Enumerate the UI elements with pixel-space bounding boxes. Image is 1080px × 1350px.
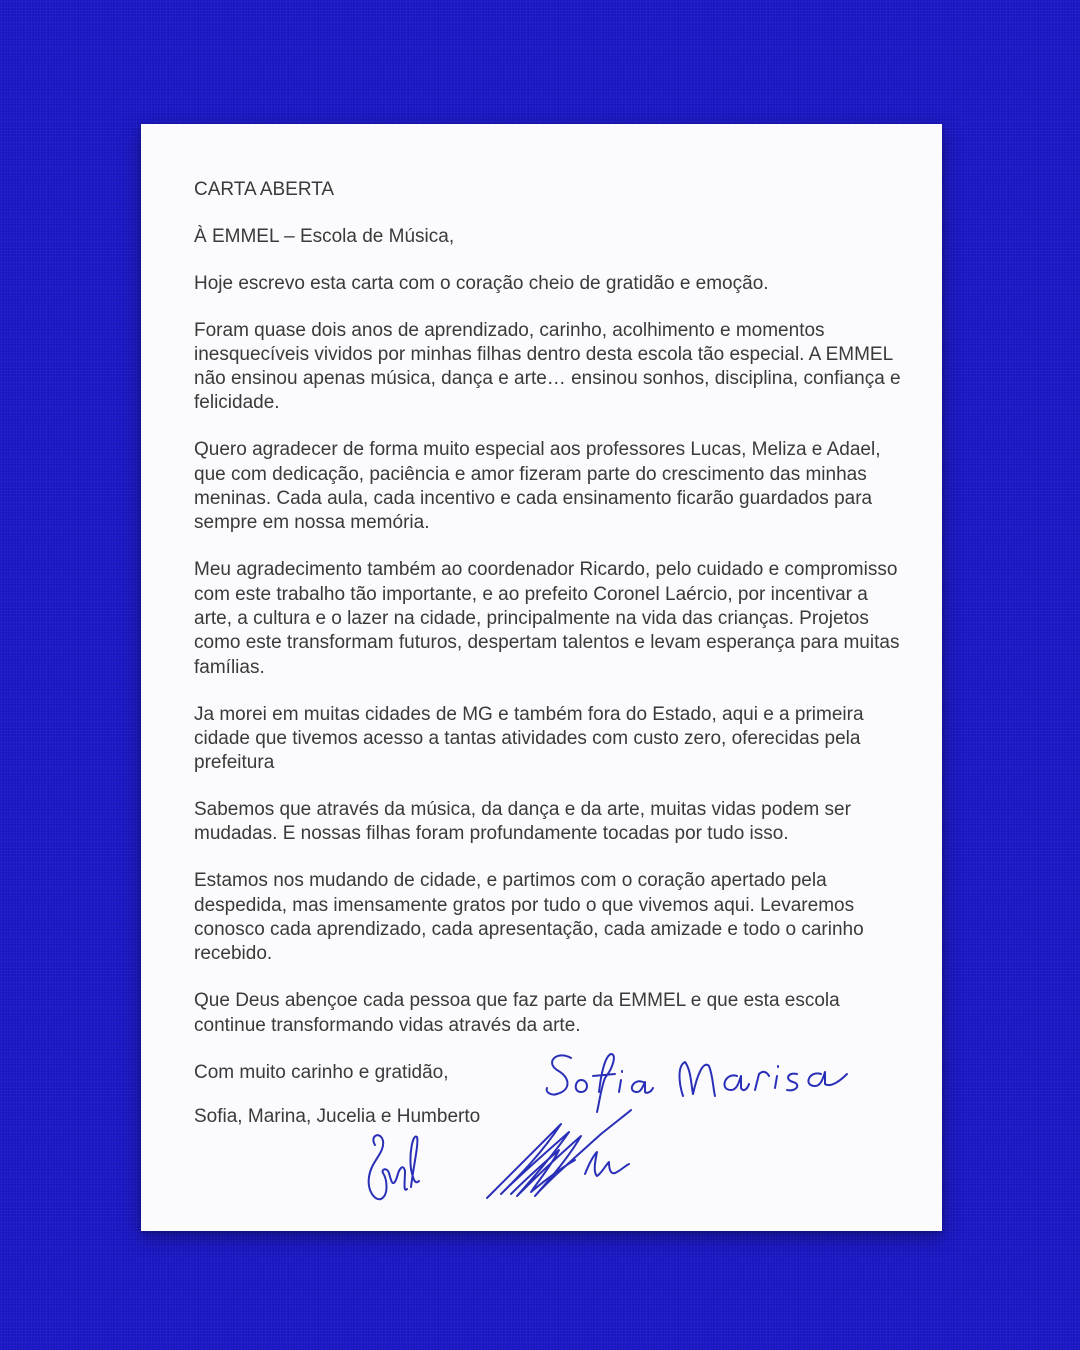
letter-paper <box>141 124 942 1231</box>
letter-paragraph-2: Foram quase dois anos de aprendizado, carinho, acolhimento e momentos inesquecíveis vividos por minhas filhas dentro desta escola tão especial. A EMMEL não ensinou apenas música, dança e arte… ensinou sonhos, disciplina, confiança e felicidade. <box>194 319 901 414</box>
letter-paragraph-6: Sabemos que através da música, da dança e da arte, muitas vidas podem ser mudadas. E nossas filhas foram profundamente tocadas por tudo isso. <box>194 799 851 845</box>
letter-greeting: À EMMEL – Escola de Música, <box>194 225 455 247</box>
signature-scribble-right <box>481 1104 641 1204</box>
letter-body <box>194 178 904 1129</box>
letter-paragraph-5: Ja morei em muitas cidades de MG e também fora do Estado, aqui e a primeira cidade que tivemos acesso a tantas atividades com custo zero, oferecidas pela prefeitura <box>194 703 864 774</box>
letter-title: CARTA ABERTA <box>194 179 335 200</box>
letter-paragraph-4: Meu agradecimento também ao coordenador Ricardo, pelo cuidado e compromisso com este trabalho tão importante, e ao prefeito Coronel Laércio, por incentivar a arte, a cultura e o lazer na cidade, principalmente na vida das crianças. Projetos como este transformam futuros, despertam talentos e levam esperança para muitas famílias. <box>194 559 900 678</box>
letter-closing: Com muito carinho e gratidão, <box>194 1061 449 1083</box>
letter-paragraph-1: Hoje escrevo esta carta com o coração cheio de gratidão e emoção. <box>194 272 769 294</box>
letter-signers: Sofia, Marina, Jucelia e Humberto <box>194 1105 481 1127</box>
letter-paragraph-7: Estamos nos mudando de cidade, e partimos com o coração apertado pela despedida, mas imensamente gratos por tudo o que vivemos aqui. Levaremos conosco cada aprendizado, cada apresentação, cada amizade e todo o carinho recebido. <box>194 870 864 965</box>
letter-paragraph-8: Que Deus abençoe cada pessoa que faz parte da EMMEL e que esta escola continue transformando vidas através da arte. <box>194 990 840 1036</box>
signature-initials-left <box>359 1129 429 1224</box>
letter-paragraph-3: Quero agradecer de forma muito especial aos professores Lucas, Meliza e Adael, que com dedicação, paciência e amor fizeram parte do crescimento das minhas meninas. Cada aula, cada incentivo e cada ensinamento ficarão guardados para sempre em nossa memória. <box>194 439 881 534</box>
